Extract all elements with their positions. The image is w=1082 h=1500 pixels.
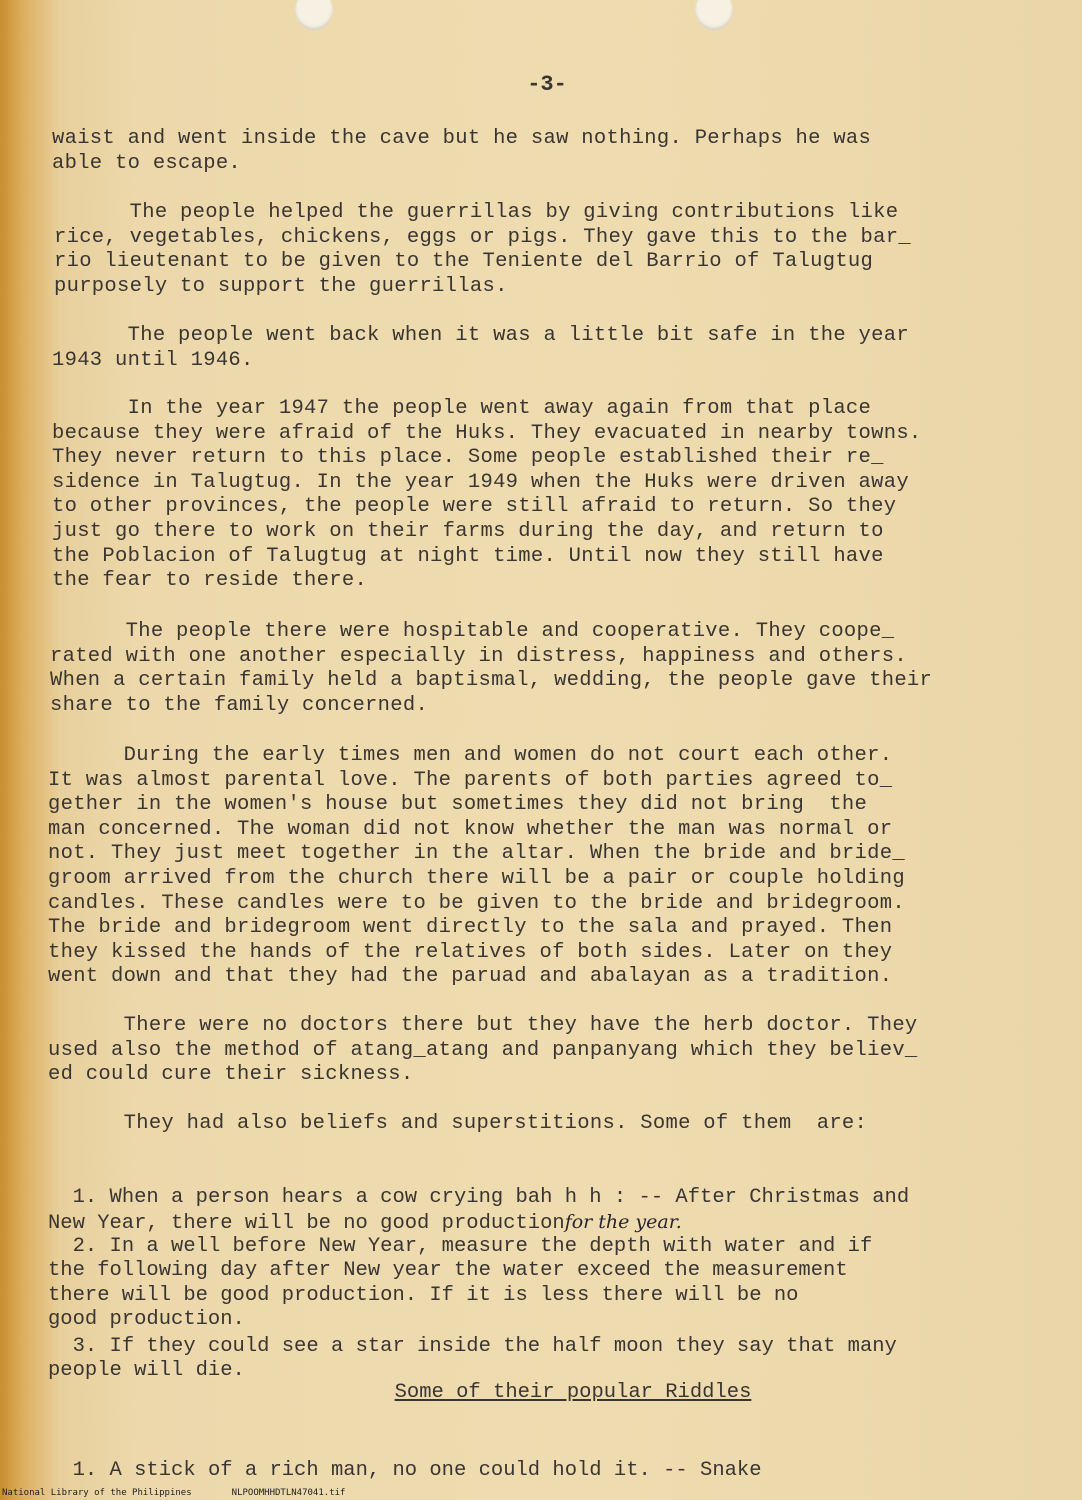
- paragraph-hospitable: The people there were hospitable and cooperative. They coope_ rated with one another especially in distress, happiness and others. When a certain family held a baptismal, wedding, the people gave their share to the family concerned.: [50, 620, 933, 717]
- punch-hole-left: [295, 0, 333, 30]
- riddle-text: A stick of a rich man, no one could hold it. -- Snake: [109, 1458, 762, 1482]
- paragraph-huks: In the year 1947 the people went away again from that place because they were afraid of the Huks. They evacuated in nearby towns. They never return to this place. Some people established their re_ sidence in Talugtug. In the year 1949 when the Huks were driven away to other provinces, the people were still afraid to return. So they just go there to work on their farms during the day, and return to the Poblacion of Talugtug at night time. Until now they still have the fear to reside there.: [52, 397, 922, 593]
- belief-number: 3.: [72, 1334, 98, 1358]
- belief-item-3: [48, 1310, 1038, 1384]
- punch-hole-right: [695, 0, 733, 30]
- paragraph-return: The people went back when it was a little bit safe in the year 1943 until 1946.: [52, 324, 909, 372]
- paragraph-cave: waist and went inside the cave but he saw nothing. Perhaps he was able to escape.: [52, 127, 872, 175]
- paragraph-doctors: There were no doctors there but they have the herb doctor. They used also the method of atang_atang and panpanyang which they believ_ ed could cure their sickness.: [48, 1014, 918, 1087]
- belief-text: In a well before New Year, measure the depth with water and if the following day after New year the water exceed the measurement there will be good production. If it is less there will be no good production.: [48, 1234, 873, 1332]
- handwritten-note: for the year.: [564, 1211, 682, 1234]
- riddle-number: 1.: [72, 1458, 98, 1482]
- belief-number: 1.: [72, 1185, 98, 1209]
- paragraph-beliefs-intro: They had also beliefs and superstitions. Some of them are:: [48, 1112, 868, 1135]
- belief-text: When a person hears a cow crying bah h h : -- After Christmas and New Year, there will be no good production: [48, 1185, 910, 1236]
- riddle-item-1: [48, 1434, 1038, 1483]
- footer-filename: NLPOOMHHDTLN47041.tif: [231, 1488, 346, 1498]
- paragraph-courtship: During the early times men and women do not court each other. It was almost parental love. The parents of both parties agreed to_ gether in the women's house but sometimes they did not bring the man concerned. The woman did not know whether the man was normal or not. They just meet together in the altar. When the bride and bride_ groom arrived from the church there will be a pair or couple holding candles. These candles were to be given to the bride and bridegroom. The bride and bridegroom went directly to the sala and prayed. Then they kissed the hands of the relatives of both sides. Later on they went down and that they had the paruad and abalayan as a tradition.: [48, 744, 905, 989]
- footer-library: National Library of the Philippines: [2, 1488, 192, 1498]
- belief-text: If they could see a star inside the half moon they say that many people will die.: [48, 1334, 897, 1383]
- paragraph-guerrillas: The people helped the guerrillas by giving contributions like rice, vegetables, chickens, eggs or pigs. They gave this to the bar_ rio lieutenant to be given to the Teniente del Barrio of Talugtug purposely to support the guerrillas.: [54, 201, 911, 298]
- page-number: -3-: [527, 72, 567, 97]
- belief-number: 2.: [72, 1234, 98, 1258]
- riddles-heading: Some of their popular Riddles: [394, 1381, 752, 1404]
- scan-footer: [2, 1488, 385, 1498]
